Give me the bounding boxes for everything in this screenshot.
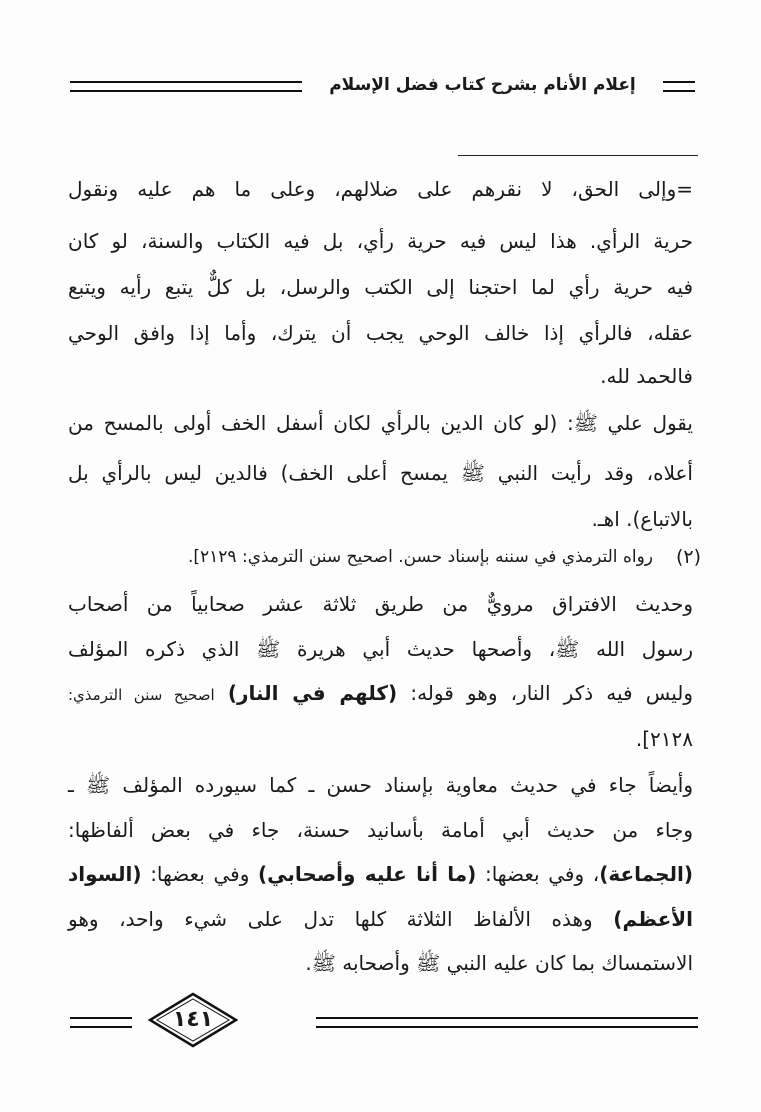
footnote-line: وحديث الافتراق مرويٌّ من طريق ثلاثة عشر صحابياً من أصحاب [68,592,693,616]
footnote-line [68,859,693,889]
footnote-bold-quote: (السواد [68,862,142,886]
footnote-bold-quote: (كلهم في النار) [227,681,398,705]
body-line: عقله، فالرأي إذا خالف الوحي يجب أن يترك، وأما إذا وافق الوحي [68,321,693,345]
footnote-line: الاستمساك بما كان عليه النبي ﷺ وأصحابه ﷺ. [305,951,693,975]
footnote-line: رسول الله ﷺ، وأصحها حديث أبي هريرة ﷺ الذي ذكره المؤلف [68,637,693,661]
footnote-line: وجاء من حديث أبي أمامة بأسانيد حسنة، جاء في بعض ألفاظها: [68,818,693,842]
footnote-line: ٢١٢٨]. [635,727,693,751]
page-number: ١٤١ [172,1007,214,1032]
footnote-first-line: رواه الترمذي في سننه بإسناد حسن. اصحيح سنن الترمذي: ٢١٢٩]. [187,547,653,567]
header-rule-right [663,81,695,92]
footnote-line: وأيضاً جاء في حديث معاوية بإسناد حسن ـ كما سيورده المؤلف ﷺ ـ [68,773,693,797]
running-header [70,70,695,100]
footnote-citation: اصحيح سنن الترمذي: [68,686,215,704]
footnote-text: وهذه الألفاظ الثلاثة كلها تدل على شيء واحد، وهو [68,907,593,931]
page-footer [70,986,698,1056]
header-title: إعلام الأنام بشرح كتاب فضل الإسلام [329,75,636,95]
footnote-bold-quote: (ما أنا عليه وأصحابي) [258,862,477,886]
body-line: حرية الرأي. هذا ليس فيه حرية رأي، بل فيه الكتاب والسنة، لو كان [68,229,693,253]
quote-line: أعلاه، وقد رأيت النبي ﷺ يمسح أعلى الخف) فالدين ليس بالرأي بل [68,461,693,485]
footnote-text: وليس فيه ذكر النار، وهو قوله: [410,681,694,705]
footnote-separator [458,155,698,156]
footnote-text: ، وفي بعضها: [484,862,600,886]
body-line: فيه حرية رأي لما احتجنا إلى الكتب والرسل، بل كلٌّ يتبع رأيه ويتبع [68,275,693,299]
header-rule-left [70,81,302,92]
footer-rule-left [70,1017,132,1028]
footnote-line [68,678,693,708]
footnote-bold-quote: الأعظم) [613,907,694,931]
footer-rule-right [316,1017,698,1028]
quote-line: يقول علي ﷺ: (لو كان الدين بالرأي لكان أسفل الخف أولى بالمسح من [68,411,693,435]
footnote-text: وفي بعضها: [150,862,250,886]
quote-line: بالاتباع). اهـ. [591,507,693,531]
footnote-number: (٢) [675,546,701,568]
footnote-bold-quote: (الجماعة) [599,862,694,886]
body-line: فالحمد لله. [600,364,693,388]
body-line: =وإلى الحق، لا نقرهم على ضلالهم، وعلى ما هم عليه ونقول [68,177,693,201]
footnote-line [68,904,693,934]
